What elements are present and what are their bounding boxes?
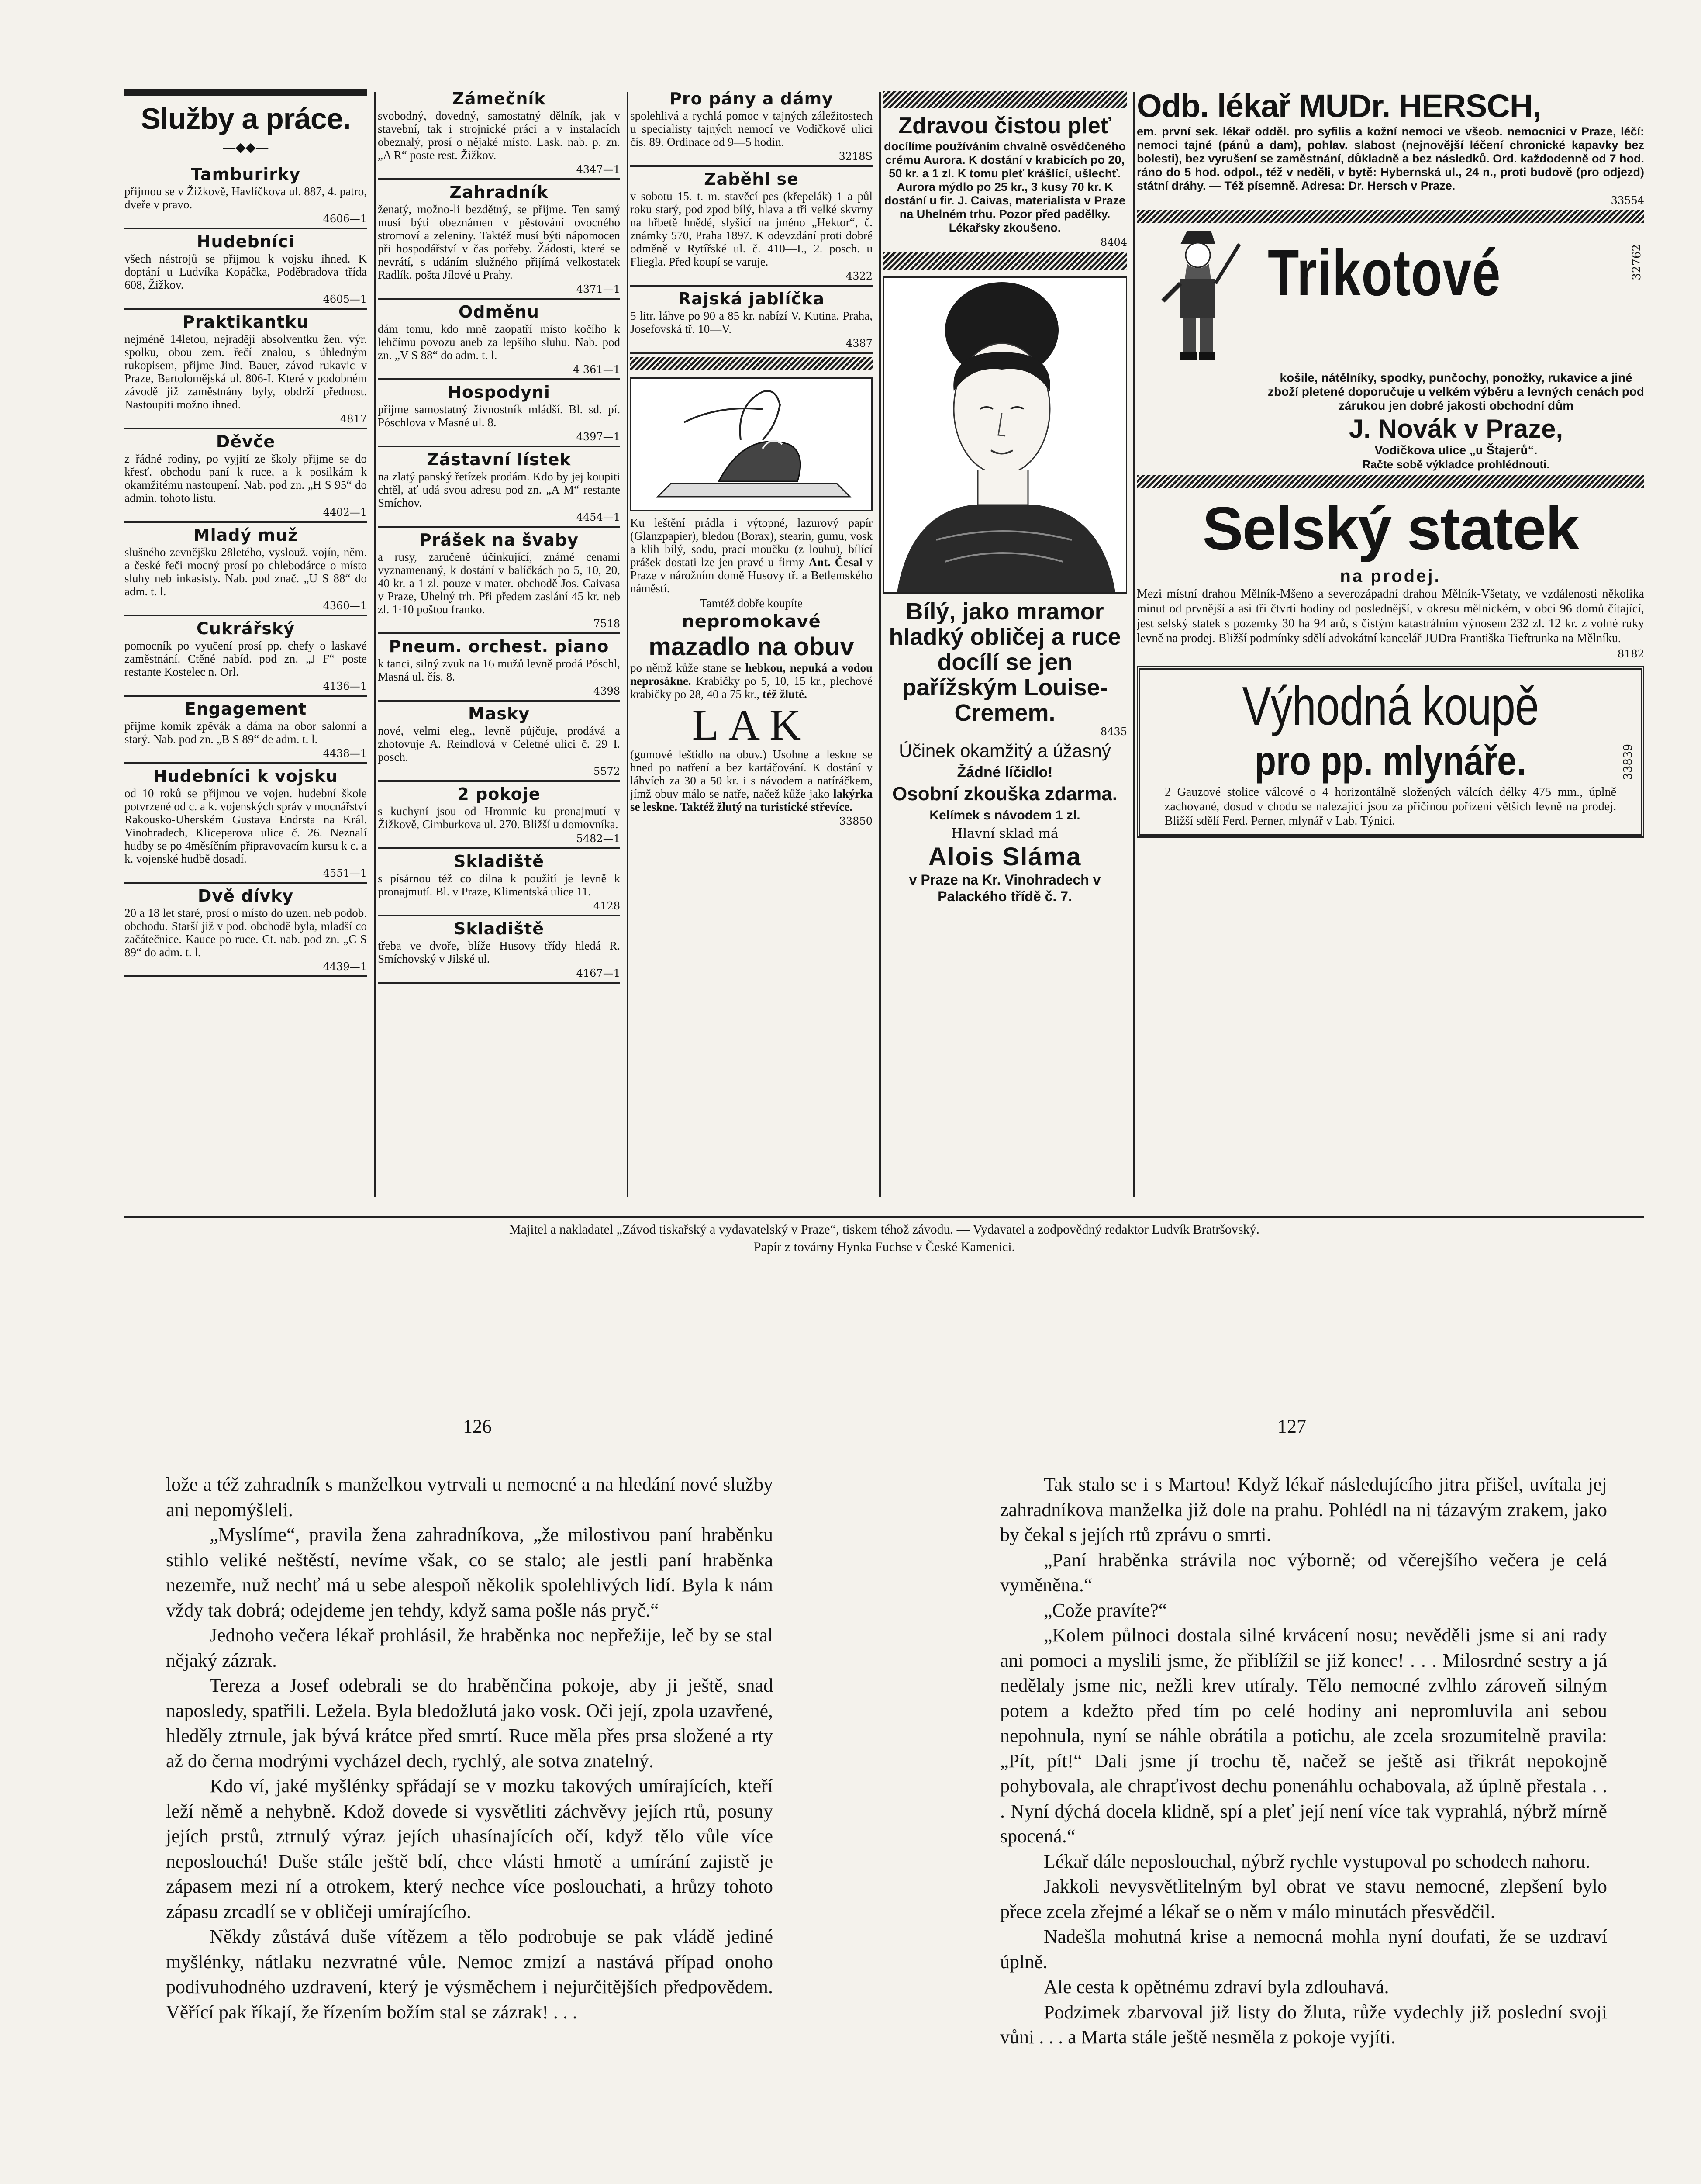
ad-code: 4371—1 — [576, 283, 620, 295]
ad-text: nové, velmi eleg., levně půjčuje, prodává a zhotovuje A. Reindlová v Celetné ulici č. 29 I. posch. — [378, 724, 620, 764]
story-paragraph: Jednoho večera lékař prohlásil, že hraběnka noc nepřežije, leč by se stal nějaký zázrak. — [166, 1624, 773, 1671]
ad-text: přijme komik zpěvák a dáma na obor salonní a starý. Nab. pod zn. „B S 89“ de adm. t. l. — [124, 719, 367, 746]
ad-code: 5482—1 — [576, 833, 620, 845]
ads-column-services — [124, 87, 367, 1199]
classified-ad — [124, 886, 367, 977]
trikot-note: Račte sobě výkladce prohlédnouti. — [1362, 458, 1550, 471]
ad-text: z řádné rodiny, po vyjití ze školy přijme se do křesť. obchodu paní k ruce, a k posilkám k okamžitému nastoupení. Nab. pod zn. „H S 95“ do admin. tohoto listu. — [124, 452, 367, 505]
ad-divider — [378, 915, 620, 916]
ad-text: třeba ve dvoře, blíže Husovy třídy hledá R. Smíchovský v Jilské ul. — [378, 939, 620, 965]
ad-heading: Děvče — [216, 432, 276, 451]
lak-gum-bold: lakýrka se leskne. — [630, 787, 873, 813]
advertisement-section — [124, 87, 1644, 1210]
ad-heading: Praktikantku — [182, 312, 309, 332]
classified-ad — [124, 232, 367, 310]
story-paragraph: Tereza a Josef odebrali se do hraběnčina pokoje, aby ji ještě, snad naposledy, spatřili. Ležela. Byla bledožlutá jako vosk. Oči její, zpola uzavřené, hleděly ztrnule, jak bývá krátce před smrtí. Ruce měla přes prsa složené a rty až do černa modrými vycházel dech, rychlý, ale sotva znatelný. — [166, 1675, 773, 1772]
classified-ad — [378, 302, 620, 380]
classified-ad — [630, 169, 873, 287]
story-column-left — [166, 1472, 773, 2025]
classified-ad — [378, 919, 620, 984]
ad-code: 33554 — [1611, 194, 1644, 207]
ad-divider — [124, 428, 367, 429]
ad-code: 4347—1 — [576, 163, 620, 176]
ad-text: s kuchyní jsou od Hromnic ku pronajmutí v Žižkově, Cimburkova ul. 270. Bližší u domovníka. — [378, 805, 620, 831]
classified-ad — [124, 699, 367, 764]
ad-divider — [378, 446, 620, 447]
ad-text: a rusy, zaručeně účinkující, známé cenami vyznamenaný, k dostání v balíčkách po 5, 10, 20, 40 kr. a 1 zl. pouze v mater. obchodě Jos. Caivasa v Praze, Uhelný trh. Při předem zaslání 45 kr. neb zl. 1·10 poštou franko. — [378, 550, 620, 616]
ad-code: 4360—1 — [323, 600, 367, 612]
ornament-divider: —◆◆— — [222, 140, 269, 155]
ad-heading: Mladý muž — [193, 525, 298, 545]
ad-text: spolehlivá a rychlá pomoc v tajných záležitostech u specialisty tajných nemocí ve Vodičkově ulici čís. 89. Ordinace od 9—5 hodin. — [630, 109, 873, 149]
ad-heading: Zaběhl se — [704, 169, 799, 189]
ad-text: od 10 roků se přijmou ve vojen. hudební škole potvrzené od c. a k. vojenských správ v mocnářství Rakousko-Uherském Gustava Endrsta na Král. Vinohradech, Kliceperova ulice č. 26. Neznalí hudby se po 4měsíčním připravovacím kursu k c. a k. vojenské hudbě dosadí. — [124, 787, 367, 865]
ad-divider — [124, 228, 367, 229]
lak-desc — [630, 661, 873, 701]
ad-heading: Odměnu — [459, 302, 539, 321]
ad-divider — [124, 695, 367, 697]
hatched-rule — [1137, 210, 1644, 223]
story-paragraph: Podzimek zbarvoval již listy do žluta, růže vydechly již poslední svoji vůni . . . a Marta stále ještě nesměla z pokoje vyjíti. — [1000, 2001, 1607, 2048]
ad-code: 8182 — [1617, 648, 1644, 660]
page-number-right: 127 — [1277, 1416, 1306, 1437]
lak-gum-desc — [630, 748, 873, 813]
lak-firm: Ant. Česal — [808, 556, 863, 569]
classified-ad — [124, 767, 367, 884]
farm-title: Selský statek — [1202, 494, 1579, 563]
classified-ad — [378, 530, 620, 634]
trikot-text — [1268, 371, 1644, 413]
classified-ad — [124, 165, 367, 229]
lak-desc-text: po němž kůže stane se — [630, 661, 741, 674]
hatched-rule — [1137, 475, 1644, 488]
doctor-title: Odb. lékař MUDr. HERSCH, — [1137, 88, 1541, 124]
lak-desc-bold: hebkou, nepuká a vodou neprosákne. — [630, 661, 873, 688]
cream-effect: Účinek okamžitý a úžasný — [899, 740, 1111, 761]
ad-text: pomocník po vyučení prosí pp. chefy o laskavé zaměstnání. Ctěné nabíd. pod zn. „J F“ poste restante Kostelec n. Orl. — [124, 639, 367, 678]
ironing-hand-illustration — [630, 377, 873, 511]
cream-slogan: Bílý, jako mramor hladký obličej a ruce docílí se jen pařížským Louise-Cremem. — [889, 598, 1121, 726]
lak-title: LAK — [692, 701, 811, 749]
ad-heading: Rajská jablíčka — [678, 289, 825, 308]
ad-text: k tanci, silný zvuk na 16 mužů levně prodá Póschl, Masná ul. čís. 8. — [378, 657, 620, 683]
ad-code: 8435 — [1100, 726, 1127, 738]
ad-heading: 2 pokoje — [457, 784, 541, 804]
hatched-rule — [630, 357, 873, 370]
ad-heading: Prášek na švaby — [419, 530, 579, 549]
ad-divider — [378, 178, 620, 180]
lak-desc-prices: Krabičky po 5, 10, 15 kr., plechové krabičky po 28, 40 a 75 kr., — [630, 674, 873, 701]
ad-text: 5 litr. láhve po 90 a 85 kr. nabízí V. Kutina, Praha, Josefovská tř. 10—V. — [630, 309, 873, 335]
hatched-rule — [883, 91, 1127, 108]
footer-rule — [124, 1216, 1644, 1218]
story-paragraph: lože a též zahradník s manželkou vytrvali u nemocné a na hledání nové služby ani nepomýšleli. — [166, 1474, 773, 1521]
mill-body: 2 Gauzové stolice válcové o 4 horizontálně složených válcích délky 475 mm., úplně zachované, dosud v chodu se nalezající jsou za příčinou pořízení větších levně na prodej. Bližší sdělí Ferd. Perner, mlynář v Lab. Týnici. — [1165, 785, 1616, 828]
tyrolean-man-illustration — [1146, 227, 1250, 371]
lak-address: v Praze v nárožním domě Husovy tř. a Betlemského náměstí. — [630, 556, 873, 595]
story-paragraph: Kdo ví, jaké myšlénky spřádají se v mozku takových umírajících, kteří leží němě a nehybně. Kdož dovede si vysvětliti záchvěvy jejích rtů, posuny jejích prstů, ztrnulý výraz jejích uhasínajících očí, když tělo vůle více neposlouchá! Duše stále ještě bdí, chce vlásti hmotě a umírání zajistě je zápasem mezi ní a otrokem, který nechce více poslouchati, a hrůzy tohoto zápasu zrcadlí se v obličeji umírajícího. — [166, 1775, 773, 1922]
story-paragraph: „Cože pravíte?“ — [1044, 1599, 1167, 1621]
ad-divider — [630, 165, 873, 167]
lak-gum-text: (gumové leštidlo na obuv.) Usohne a leskne se hned po natření a bez kartáčování. K dostání v láhvích za 30 a 50 kr. i s návodem a natíráčkem, jímž obuv málo se natře, načež kůže jako — [630, 748, 873, 800]
ad-text: v sobotu 15. t. m. stavěcí pes (křepelák) 1 a půl roku starý, pod zpod bílý, hlava a tři velké skvrny na hřbetě hnědé, slyšící na jméno „Hektor“, č. známky 570, Praha 1897. K odevzdání proti dobré odměně v Rytířské ul. č. 410—I., 2. posch. u Fliegla. Před koupí se varuje. — [630, 190, 873, 268]
trikot-address: Vodičkova ulice „u Štajerů“. — [1374, 443, 1538, 457]
ad-text: přijme samostatný živnostník mládší. Bl. sd. pí. Póschlova v Masné ul. 8. — [378, 403, 620, 429]
lak-intro: Ku leštění prádla i výtopné, lazurový papír (Glanzpapier), bledou (Borax), stearin, gumu, vosk a klih bílý, sodu, prací moučku (z louhu), bílící prášek dostati lze jen pravé u firmy — [630, 516, 873, 569]
imprint-line-2: Papír z továrny Hynka Fuchse v České Kamenici. — [753, 1240, 1015, 1254]
column-rule — [374, 92, 376, 1197]
ad-code: 4128 — [593, 900, 620, 912]
ads-list — [124, 165, 367, 977]
woman-portrait-illustration — [883, 276, 1127, 594]
cream-seller-name: Alois Sláma — [928, 843, 1082, 871]
classified-ad — [378, 704, 620, 782]
ads-list — [630, 89, 873, 354]
ads-list — [378, 89, 620, 984]
ad-divider — [378, 526, 620, 528]
cream-warehouse: Hlavní sklad má — [951, 826, 1059, 841]
aurora-text — [883, 140, 1127, 235]
column-rule — [1133, 92, 1135, 1197]
cream-no-makeup: Žádné líčidlo! — [957, 764, 1053, 781]
ad-code: 4322 — [845, 270, 873, 282]
ad-code: 8404 — [1100, 236, 1127, 249]
ads-column-misc — [378, 87, 620, 1199]
lak-product-title: mazadlo na obuv — [649, 632, 854, 661]
ad-divider — [124, 521, 367, 523]
ad-text: na zlatý panský řetízek prodám. Kdo by jej koupiti chtěl, ať udá svou adresu pod zn. „A M“ restante Smíchov. — [378, 470, 620, 509]
mill-ad-box — [1137, 666, 1644, 838]
column-rule — [627, 92, 628, 1197]
ad-divider — [124, 882, 367, 884]
ads-column-cosmetics — [883, 87, 1127, 1199]
trikot-ad-header — [1137, 227, 1644, 371]
doctor-text — [1137, 125, 1644, 193]
classified-ad — [378, 450, 620, 528]
lak-ad — [630, 516, 873, 595]
doctor-body: em. první sek. lékař odděl. pro syfilis a kožní nemoci ve všeob. nemocnici v Praze, léčí: nemoci tajné (pánů a dam), pohlav. slabost (nejnovější léčení chronické kapavky bez bolesti), bez vyrušení se zaměstnání, důkladně a bez následků. Ord. každodenně od 7 hod. ráno do 5 hod. odpol., též v neděli, v bytě: Hybernská ul., 24 n., proti budově (pro odjezd) státní dráhy. — Též písemně. Adresa: Dr. Hersch v Praze. — [1137, 125, 1644, 192]
classified-ad — [630, 89, 873, 167]
ad-heading: Pneum. orchest. piano — [389, 637, 609, 656]
ad-code: 4605—1 — [323, 293, 367, 305]
ad-heading: Skladiště — [453, 919, 545, 938]
ad-heading: Cukrářský — [197, 619, 295, 638]
classified-ad — [378, 183, 620, 300]
hatched-rule — [883, 252, 1127, 270]
ad-code: 4402—1 — [323, 506, 367, 518]
ad-divider — [124, 615, 367, 616]
story-paragraph: Tak stalo se i s Martou! Když lékař následujícího jitra přišel, uvítala jej zahradníkova manželka již dole na prahu. Pohlédl na ni tázavým zrakem, jako by čekal s jejích rtů zprávu o smrti. — [1000, 1474, 1607, 1545]
lak-desc-yellow: též žluté. — [762, 688, 807, 701]
ad-heading: Engagement — [184, 699, 307, 719]
ad-heading: Dvě dívky — [197, 886, 294, 905]
cream-seller-address: v Praze na Kr. Vinohradech v Palackého třídě č. 7. — [909, 872, 1101, 904]
ad-text: přijmou se v Žižkově, Havlíčkova ul. 887, 4. patro, dveře v pravo. — [124, 185, 367, 211]
ad-code: 4817 — [340, 413, 367, 425]
cream-price: Kelímek s návodem 1 zl. — [929, 808, 1080, 822]
ad-text: svobodný, dovedný, samostatný dělník, jak v stavební, tak i strojnické práci a v instalacích obeznalý, prosí o nějaké místo. Lask. nab. p. zn. „A R“ poste rest. Žižkov. — [378, 109, 620, 162]
ad-divider — [378, 700, 620, 702]
classified-ad — [124, 312, 367, 429]
ad-code: 4551—1 — [323, 867, 367, 879]
farm-text — [1137, 587, 1644, 646]
classified-ad — [124, 432, 367, 523]
ad-divider — [124, 762, 367, 764]
ad-heading: Hospodyni — [448, 383, 550, 402]
ad-divider — [378, 378, 620, 380]
ad-text: dám tomu, kdo mně zaopatří místo kočího k lehčímu povozu aneb za lepšího sluhu. Nab. pod zn. „V S 88“ do adm. t. l. — [378, 322, 620, 362]
imprint-line-1: Majitel a nakladatel „Závod tiskařský a vydavatelský v Praze“, tiskem téhož závodu. — Vydavatel a zodpovědný redaktor Ludvík Bratršovský. — [509, 1222, 1260, 1237]
lak-subtitle: nepromokavé — [682, 612, 821, 632]
ad-divider — [124, 975, 367, 977]
farm-body: Mezi místní drahou Mělník-Mšeno a severozápadní drahou Mělník-Všetaty, ve vzdálenosti několika minut od prvnější a asi tři čtvrti hodiny od poslednější, v okresu mělnickém, v obci 96 domů čítající, jest selský statek s pozemky 30 ha 94 arů, s čistým katastrálním výnosem 232 zl. 12 kr. z volné ruky levně na prodej. Bližší podmínky sdělí advokátní kancelář JUDra Františka Tieftrunka na Mělníku. — [1137, 587, 1644, 645]
ad-divider — [630, 285, 873, 287]
mill-text — [1165, 785, 1616, 828]
ad-code: 4387 — [845, 337, 873, 349]
ad-code: 4454—1 — [576, 511, 620, 523]
story-paragraph: „Kolem půlnoci dostala silné krvácení nosu; nevěděli jsme si ani rady ani pomoci a myslili jsme, že přiblížil se již konec! . . . Milosrdné sestry a já nedělaly jsme nic, nežli krev utíraly. Tělo nemocné zvlhlo zároveň silným potem a kdežto před tím po celé hodiny ani nepromluvila ani sebou nepohnula, nyní se náhle obrátila a potichu, ale zcela srozumitelně pravila: „Pít, pít!“ Dali jsme jí trochu tě, načež se ještě asi třikrát nepokojně pohybovala, ale chrapťivost dechu ponenáhlu ochabovala, až úplně přestala . . . Nyní dýchá docela klidně, spí a pleť její není více tak vyprahlá, nýbrž mírně spocená.“ — [1000, 1624, 1607, 1847]
section-title: Služby a práce. — [141, 102, 351, 135]
lak-recommend: Tamtéž dobře koupíte — [700, 597, 803, 610]
ad-code: 5572 — [593, 765, 620, 778]
ad-code: 4136—1 — [323, 680, 367, 692]
ad-heading: Hudebníci k vojsku — [153, 767, 338, 786]
ad-code: 4397—1 — [576, 431, 620, 443]
ad-text: slušného zevnějšku 28letého, vyslouž. vojín, něm. a české řeči mocný prosí po chlebodárce o místo sluhy neb inkasisty. Nab. pod znač. „U S 88“ do adm. t. l. — [124, 546, 367, 598]
ad-text: nejméně 14letou, nejraději absolventku žen. výr. spolku, obou zem. řečí znalou, s úhledným rukopisem, přijme Jind. Bauer, závod rukavic v Praze, Bartolomějská ul. 806-I. Které v podobném závodě již zaměstnány byly, obdrží přednost. Nastoupiti možno ihned. — [124, 332, 367, 411]
ad-heading: Masky — [468, 704, 530, 723]
ad-code: 4438—1 — [323, 747, 367, 760]
classified-ad — [378, 784, 620, 849]
aurora-title: Zdravou čistou pleť — [898, 113, 1111, 138]
trikot-body: košile, nátělníky, spodky, punčochy, ponožky, rukavice a jiné zboží pletené doporučuje u velkém výběru a levných cenách pod zárukou jen dobré jakosti obchodní dům — [1268, 371, 1644, 412]
ad-heading: Zástavní lístek — [427, 450, 571, 469]
story-paragraph: Někdy zůstává duše vítězem a tělo podrobuje se pak vládě jediné myšlénky, nátlaku nezvratné vůle. Nemoc zmizí a nastává případ onoho podivuhodného uzdravení, který je výsměchem i nejurčitějších předpovědem. Věřící pak říkají, že řízením božím stal se zázrak! . . . — [166, 1926, 773, 2023]
ad-divider — [378, 780, 620, 782]
trikot-title: Trikotové — [1268, 236, 1501, 309]
story-paragraph: Nadešla mohutná krise a nemocná mohla nyní doufati, že se uzdraví úplně. — [1000, 1926, 1607, 1973]
ad-code: 33839 — [1622, 744, 1635, 780]
ad-text: ženatý, možno-li bezdětný, se přijme. Ten samý musí býti obeznámen v pěstování ovocného stromoví a zeleniny. Taktéž musí býti nápomocen při hospodářství v čas potřeby. Žádosti, které se nevrátí, s udáním služného přijímá velkostatek Radlík, pošta Jílové u Prahy. — [378, 203, 620, 281]
ad-code: 3218S — [838, 150, 873, 162]
ad-divider — [378, 632, 620, 634]
column-rule — [879, 92, 881, 1197]
ad-text: 20 a 18 let staré, prosí o místo do uzen. neb podob. obchodu. Starší již v pod. obchodě byla, mladší co začátečnice. Kauce po ruce. Ct. nab. pod zn. „C S 89“ do adm. t. l. — [124, 906, 367, 959]
page-number-left: 126 — [463, 1416, 492, 1437]
ad-heading: Pro pány a dámy — [669, 89, 833, 108]
ad-heading: Hudebníci — [197, 232, 295, 251]
imprint-footer — [124, 1216, 1644, 1256]
farm-subtitle: na prodej. — [1340, 567, 1441, 586]
ad-divider — [124, 308, 367, 310]
ad-code: 33850 — [839, 815, 873, 827]
ads-column-lak — [630, 87, 873, 1199]
classified-ad — [630, 289, 873, 354]
mill-title: Výhodná koupě — [1242, 676, 1539, 736]
mill-subtitle: pro pp. mlynáře. — [1255, 738, 1526, 784]
story-paragraph: Lékař dále neposlouchal, nýbrž rychle vystupoval po schodech nahoru. — [1044, 1850, 1591, 1872]
story-column-right — [1000, 1472, 1607, 2050]
ad-code: 4606—1 — [323, 213, 367, 225]
classified-ad — [124, 619, 367, 697]
ad-divider — [378, 847, 620, 849]
classified-ad — [378, 637, 620, 702]
aurora-body: docílíme používáním chvalně osvědčeného crému Aurora. K dostání v krabicích po 20, 50 kr. a 1 zl. K tomu pleť krášlící, ušlechť. Aurora mýdlo po 25 kr., 3 kusy 70 kr. K dostání u fir. J. Caivas, materialista v Praze na Uhelném trhu. Pozor před padělky. Lékařsky zkoušeno. — [884, 140, 1126, 234]
ad-heading: Tamburirky — [190, 165, 301, 184]
classified-ad — [378, 89, 620, 180]
story-paragraph: „Paní hraběnka strávila noc výborně; od včerejšího večera je celá vyměněna.“ — [1000, 1549, 1607, 1596]
ad-code: 7518 — [593, 618, 620, 630]
story-paragraph: Ale cesta k opětnému zdraví byla zdlouhavá. — [1044, 1976, 1389, 1997]
lak-gum-yellow: Taktéž žlutý na turistické střevíce. — [680, 800, 852, 813]
ad-heading: Zahradník — [449, 183, 549, 202]
ads-column-large — [1137, 87, 1644, 1199]
ad-divider — [630, 352, 873, 354]
ad-code: 4167—1 — [576, 967, 620, 979]
ad-text: s písárnou též co dílna k použití je levně k pronajmutí. Bl. v Praze, Klimentská ulice 11. — [378, 872, 620, 898]
ad-code: 32762 — [1630, 244, 1643, 280]
story-paragraph: „Myslíme“, pravila žena zahradníkova, „že milostivou paní hraběnku stihlo veliké neštěstí, nevíme však, co se stalo; ale jestli paní hraběnka nezemře, nuž nechť má u sebe alespoň několik spolehlivých lidí. Byla k nám vždy tak dobrá; odejdeme jen tehdy, když sama pošle nás pryč.“ — [166, 1524, 773, 1621]
classified-ad — [378, 383, 620, 447]
classified-ad — [124, 525, 367, 616]
trikot-firm: J. Novák v Praze, — [1349, 414, 1563, 443]
story-paragraph: Jakkoli nevysvětlitelným byl obrat ve stavu nemocné, zlepšení bylo přece zcela zřejmé a lékař se o něm v málo minutách přesvědčil. — [1000, 1876, 1607, 1922]
ad-code: 4 361—1 — [573, 363, 620, 376]
ad-heading: Skladiště — [453, 852, 545, 871]
ad-heading: Zámečník — [452, 89, 546, 108]
ad-divider — [378, 298, 620, 300]
classified-ad — [378, 852, 620, 916]
ad-divider — [378, 982, 620, 984]
column-top-rule — [124, 89, 367, 96]
cream-free-trial: Osobní zkouška zdarma. — [892, 783, 1118, 805]
ad-code: 4398 — [593, 685, 620, 697]
ad-code: 4439—1 — [323, 961, 367, 973]
ad-text: všech nástrojů se přijmou k vojsku ihned. K doptání u Ludvíka Kopáčka, Poděbradova třída 608, Žižkov. — [124, 252, 367, 291]
